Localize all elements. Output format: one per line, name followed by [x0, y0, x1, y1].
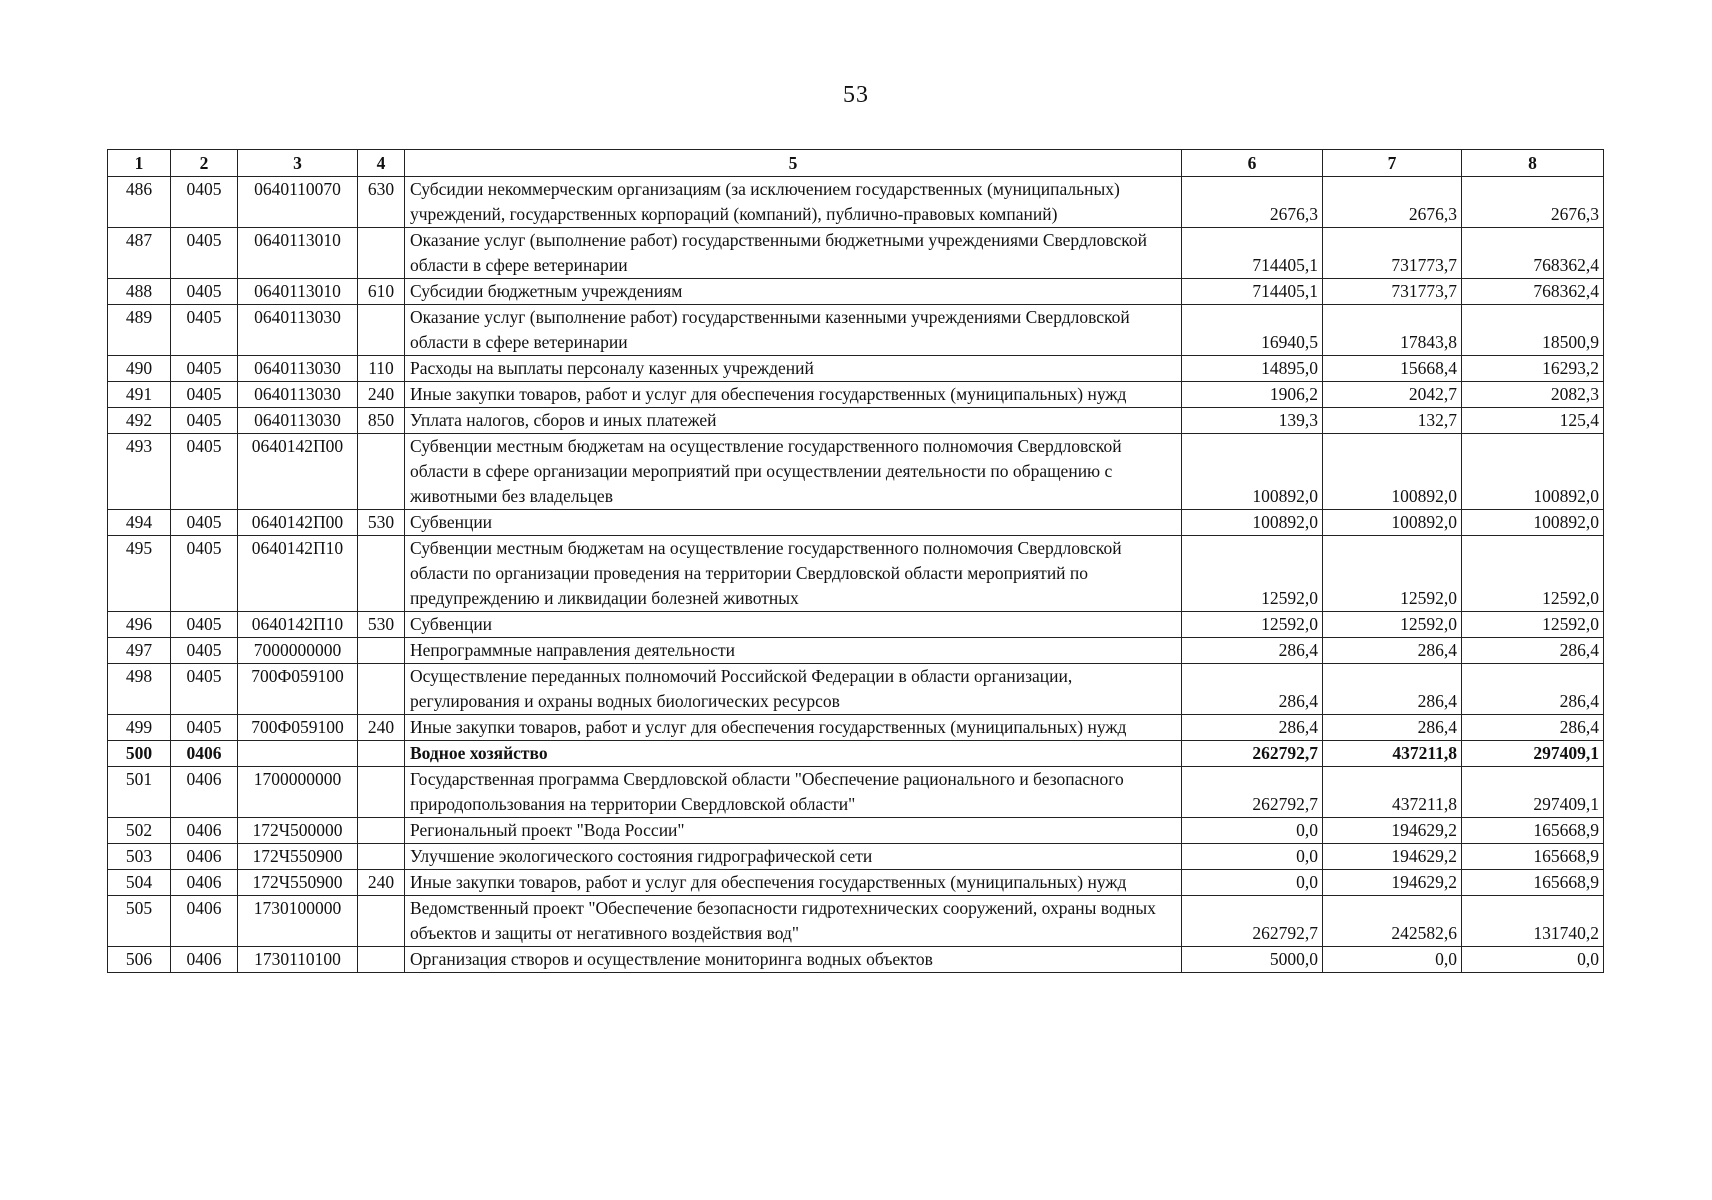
amount-year-1: 262792,7: [1182, 896, 1323, 947]
section-code: 0406: [171, 844, 238, 870]
section-code: 0406: [171, 818, 238, 844]
expense-name: Осуществление переданных полномочий Российской Федерации в области организации, регулирования и охраны водных биологических ресурсов: [405, 664, 1182, 715]
expense-name: Оказание услуг (выполнение работ) государственными бюджетными учреждениями Свердловской области в сфере ветеринарии: [405, 228, 1182, 279]
table-row: [108, 536, 1604, 612]
target-article-code: 0640142П10: [238, 612, 358, 638]
table-row: [108, 279, 1604, 305]
row-number: 491: [108, 382, 171, 408]
expense-type-code: [358, 664, 405, 715]
section-code: 0405: [171, 228, 238, 279]
target-article-code: 172Ч550900: [238, 870, 358, 896]
header-cell: 8: [1462, 150, 1604, 177]
header-cell: 7: [1323, 150, 1462, 177]
expense-name: Иные закупки товаров, работ и услуг для обеспечения государственных (муниципальных) нужд: [405, 715, 1182, 741]
row-number: 489: [108, 305, 171, 356]
expense-name: Субвенции: [405, 510, 1182, 536]
expense-type-code: [358, 947, 405, 973]
amount-year-1: 0,0: [1182, 844, 1323, 870]
expense-type-code: [358, 536, 405, 612]
amount-year-2: 2676,3: [1323, 177, 1462, 228]
row-number: 499: [108, 715, 171, 741]
header-cell: 6: [1182, 150, 1323, 177]
table-row: [108, 382, 1604, 408]
expense-name: Региональный проект "Вода России": [405, 818, 1182, 844]
expense-name: Субвенции местным бюджетам на осуществление государственного полномочия Свердловской области по организации проведения на территории Свердловской области мероприятий по предупреждению и ликвидации болезней животных: [405, 536, 1182, 612]
row-number: 492: [108, 408, 171, 434]
amount-year-1: 286,4: [1182, 664, 1323, 715]
table-row: [108, 767, 1604, 818]
amount-year-2: 0,0: [1323, 947, 1462, 973]
expense-type-code: 630: [358, 177, 405, 228]
row-number: 490: [108, 356, 171, 382]
target-article-code: 1700000000: [238, 767, 358, 818]
row-number: 495: [108, 536, 171, 612]
section-code: 0406: [171, 870, 238, 896]
row-number: 498: [108, 664, 171, 715]
table-row: [108, 612, 1604, 638]
amount-year-1: 14895,0: [1182, 356, 1323, 382]
amount-year-2: 242582,6: [1323, 896, 1462, 947]
target-article-code: 700Ф059100: [238, 715, 358, 741]
section-code: 0405: [171, 638, 238, 664]
target-article-code: 0640110070: [238, 177, 358, 228]
table-row: [108, 870, 1604, 896]
amount-year-3: 2082,3: [1462, 382, 1604, 408]
table-row: [108, 356, 1604, 382]
target-article-code: 172Ч500000: [238, 818, 358, 844]
expense-type-code: [358, 228, 405, 279]
expense-name: Субсидии некоммерческим организациям (за исключением государственных (муниципальных) учреждений, государственных корпораций (компаний), публично-правовых компаний): [405, 177, 1182, 228]
amount-year-3: 297409,1: [1462, 767, 1604, 818]
expense-type-code: 850: [358, 408, 405, 434]
expense-type-code: [358, 638, 405, 664]
row-number: 496: [108, 612, 171, 638]
amount-year-3: 125,4: [1462, 408, 1604, 434]
amount-year-3: 165668,9: [1462, 870, 1604, 896]
expense-name: Оказание услуг (выполнение работ) государственными казенными учреждениями Свердловской области в сфере ветеринарии: [405, 305, 1182, 356]
amount-year-2: 100892,0: [1323, 434, 1462, 510]
header-cell: 1: [108, 150, 171, 177]
amount-year-3: 12592,0: [1462, 612, 1604, 638]
table-row: [108, 947, 1604, 973]
amount-year-3: 768362,4: [1462, 228, 1604, 279]
amount-year-3: 286,4: [1462, 638, 1604, 664]
table-row: [108, 177, 1604, 228]
header-cell: 2: [171, 150, 238, 177]
amount-year-1: 714405,1: [1182, 228, 1323, 279]
expense-name: Ведомственный проект "Обеспечение безопасности гидротехнических сооружений, охраны водных объектов и защиты от негативного воздействия вод": [405, 896, 1182, 947]
amount-year-1: 5000,0: [1182, 947, 1323, 973]
target-article-code: 700Ф059100: [238, 664, 358, 715]
amount-year-3: 18500,9: [1462, 305, 1604, 356]
expense-name: Государственная программа Свердловской области "Обеспечение рационального и безопасного природопользования на территории Свердловской области": [405, 767, 1182, 818]
target-article-code: 7000000000: [238, 638, 358, 664]
section-code: 0405: [171, 434, 238, 510]
amount-year-1: 16940,5: [1182, 305, 1323, 356]
target-article-code: 0640113010: [238, 228, 358, 279]
section-code: 0405: [171, 510, 238, 536]
row-number: 487: [108, 228, 171, 279]
amount-year-1: 139,3: [1182, 408, 1323, 434]
amount-year-2: 2042,7: [1323, 382, 1462, 408]
row-number: 504: [108, 870, 171, 896]
expense-name: Водное хозяйство: [405, 741, 1182, 767]
row-number: 505: [108, 896, 171, 947]
amount-year-2: 437211,8: [1323, 741, 1462, 767]
section-code: 0406: [171, 896, 238, 947]
amount-year-2: 15668,4: [1323, 356, 1462, 382]
amount-year-2: 194629,2: [1323, 870, 1462, 896]
table-row: [108, 818, 1604, 844]
amount-year-3: 165668,9: [1462, 818, 1604, 844]
amount-year-3: 100892,0: [1462, 510, 1604, 536]
expense-type-code: 530: [358, 612, 405, 638]
target-article-code: 0640142П00: [238, 510, 358, 536]
target-article-code: 1730100000: [238, 896, 358, 947]
amount-year-2: 194629,2: [1323, 844, 1462, 870]
amount-year-1: 2676,3: [1182, 177, 1323, 228]
header-cell: 5: [405, 150, 1182, 177]
table-row: [108, 434, 1604, 510]
amount-year-3: 768362,4: [1462, 279, 1604, 305]
expense-type-code: [358, 305, 405, 356]
page-number: 53: [843, 82, 869, 108]
row-number: 486: [108, 177, 171, 228]
section-code: 0406: [171, 947, 238, 973]
target-article-code: 0640113010: [238, 279, 358, 305]
amount-year-3: 297409,1: [1462, 741, 1604, 767]
amount-year-3: 2676,3: [1462, 177, 1604, 228]
amount-year-3: 165668,9: [1462, 844, 1604, 870]
section-code: 0405: [171, 305, 238, 356]
amount-year-2: 731773,7: [1323, 228, 1462, 279]
amount-year-2: 286,4: [1323, 715, 1462, 741]
table-row: [108, 305, 1604, 356]
row-number: 506: [108, 947, 171, 973]
row-number: 501: [108, 767, 171, 818]
amount-year-3: 100892,0: [1462, 434, 1604, 510]
row-number: 493: [108, 434, 171, 510]
expense-name: Субсидии бюджетным учреждениям: [405, 279, 1182, 305]
amount-year-3: 286,4: [1462, 715, 1604, 741]
section-code: 0406: [171, 767, 238, 818]
row-number: 502: [108, 818, 171, 844]
expense-name: Субвенции: [405, 612, 1182, 638]
section-code: 0405: [171, 536, 238, 612]
expense-type-code: 610: [358, 279, 405, 305]
amount-year-1: 100892,0: [1182, 510, 1323, 536]
amount-year-3: 12592,0: [1462, 536, 1604, 612]
expense-name: Организация створов и осуществление мониторинга водных объектов: [405, 947, 1182, 973]
amount-year-1: 286,4: [1182, 638, 1323, 664]
expense-type-code: 530: [358, 510, 405, 536]
section-code: 0406: [171, 741, 238, 767]
row-number: 500: [108, 741, 171, 767]
header-row: [108, 150, 1604, 177]
table-row: [108, 664, 1604, 715]
table-row: [108, 510, 1604, 536]
amount-year-1: 100892,0: [1182, 434, 1323, 510]
target-article-code: 0640142П10: [238, 536, 358, 612]
table-body: [108, 177, 1604, 973]
amount-year-2: 437211,8: [1323, 767, 1462, 818]
row-number: 497: [108, 638, 171, 664]
amount-year-1: 12592,0: [1182, 612, 1323, 638]
expense-type-code: [358, 818, 405, 844]
expense-name: Иные закупки товаров, работ и услуг для обеспечения государственных (муниципальных) нужд: [405, 870, 1182, 896]
amount-year-1: 262792,7: [1182, 741, 1323, 767]
section-code: 0405: [171, 664, 238, 715]
amount-year-2: 731773,7: [1323, 279, 1462, 305]
budget-table: [107, 149, 1604, 973]
amount-year-1: 286,4: [1182, 715, 1323, 741]
expense-type-code: 110: [358, 356, 405, 382]
row-number: 488: [108, 279, 171, 305]
section-code: 0405: [171, 382, 238, 408]
expense-name: Субвенции местным бюджетам на осуществление государственного полномочия Свердловской области в сфере организации мероприятий при осуществлении деятельности по обращению с животными без владельцев: [405, 434, 1182, 510]
section-code: 0405: [171, 356, 238, 382]
amount-year-2: 286,4: [1323, 638, 1462, 664]
expense-type-code: 240: [358, 870, 405, 896]
header-cell: 4: [358, 150, 405, 177]
table-row: [108, 715, 1604, 741]
expense-name: Уплата налогов, сборов и иных платежей: [405, 408, 1182, 434]
expense-name: Расходы на выплаты персоналу казенных учреждений: [405, 356, 1182, 382]
amount-year-3: 0,0: [1462, 947, 1604, 973]
section-code: 0405: [171, 177, 238, 228]
expense-type-code: 240: [358, 715, 405, 741]
section-code: 0405: [171, 279, 238, 305]
section-code: 0405: [171, 612, 238, 638]
row-number: 503: [108, 844, 171, 870]
section-code: 0405: [171, 408, 238, 434]
target-article-code: 1730110100: [238, 947, 358, 973]
target-article-code: 0640142П00: [238, 434, 358, 510]
target-article-code: 0640113030: [238, 356, 358, 382]
expense-type-code: [358, 896, 405, 947]
amount-year-2: 132,7: [1323, 408, 1462, 434]
amount-year-1: 262792,7: [1182, 767, 1323, 818]
amount-year-3: 131740,2: [1462, 896, 1604, 947]
amount-year-1: 0,0: [1182, 870, 1323, 896]
table-row: [108, 228, 1604, 279]
amount-year-1: 714405,1: [1182, 279, 1323, 305]
amount-year-1: 12592,0: [1182, 536, 1323, 612]
amount-year-2: 194629,2: [1323, 818, 1462, 844]
header-cell: 3: [238, 150, 358, 177]
table-row: [108, 408, 1604, 434]
expense-type-code: [358, 767, 405, 818]
table-row: [108, 638, 1604, 664]
amount-year-3: 286,4: [1462, 664, 1604, 715]
target-article-code: 0640113030: [238, 382, 358, 408]
amount-year-2: 100892,0: [1323, 510, 1462, 536]
row-number: 494: [108, 510, 171, 536]
expense-name: Улучшение экологического состояния гидрографической сети: [405, 844, 1182, 870]
target-article-code: 0640113030: [238, 408, 358, 434]
expense-name: Непрограммные направления деятельности: [405, 638, 1182, 664]
table-row: [108, 896, 1604, 947]
amount-year-1: 1906,2: [1182, 382, 1323, 408]
section-code: 0405: [171, 715, 238, 741]
expense-type-code: [358, 741, 405, 767]
amount-year-2: 286,4: [1323, 664, 1462, 715]
amount-year-2: 12592,0: [1323, 612, 1462, 638]
amount-year-1: 0,0: [1182, 818, 1323, 844]
amount-year-3: 16293,2: [1462, 356, 1604, 382]
expense-name: Иные закупки товаров, работ и услуг для обеспечения государственных (муниципальных) нужд: [405, 382, 1182, 408]
expense-type-code: 240: [358, 382, 405, 408]
expense-type-code: [358, 434, 405, 510]
target-article-code: [238, 741, 358, 767]
target-article-code: 0640113030: [238, 305, 358, 356]
expense-type-code: [358, 844, 405, 870]
table-row: [108, 741, 1604, 767]
table-row: [108, 844, 1604, 870]
amount-year-2: 12592,0: [1323, 536, 1462, 612]
amount-year-2: 17843,8: [1323, 305, 1462, 356]
target-article-code: 172Ч550900: [238, 844, 358, 870]
